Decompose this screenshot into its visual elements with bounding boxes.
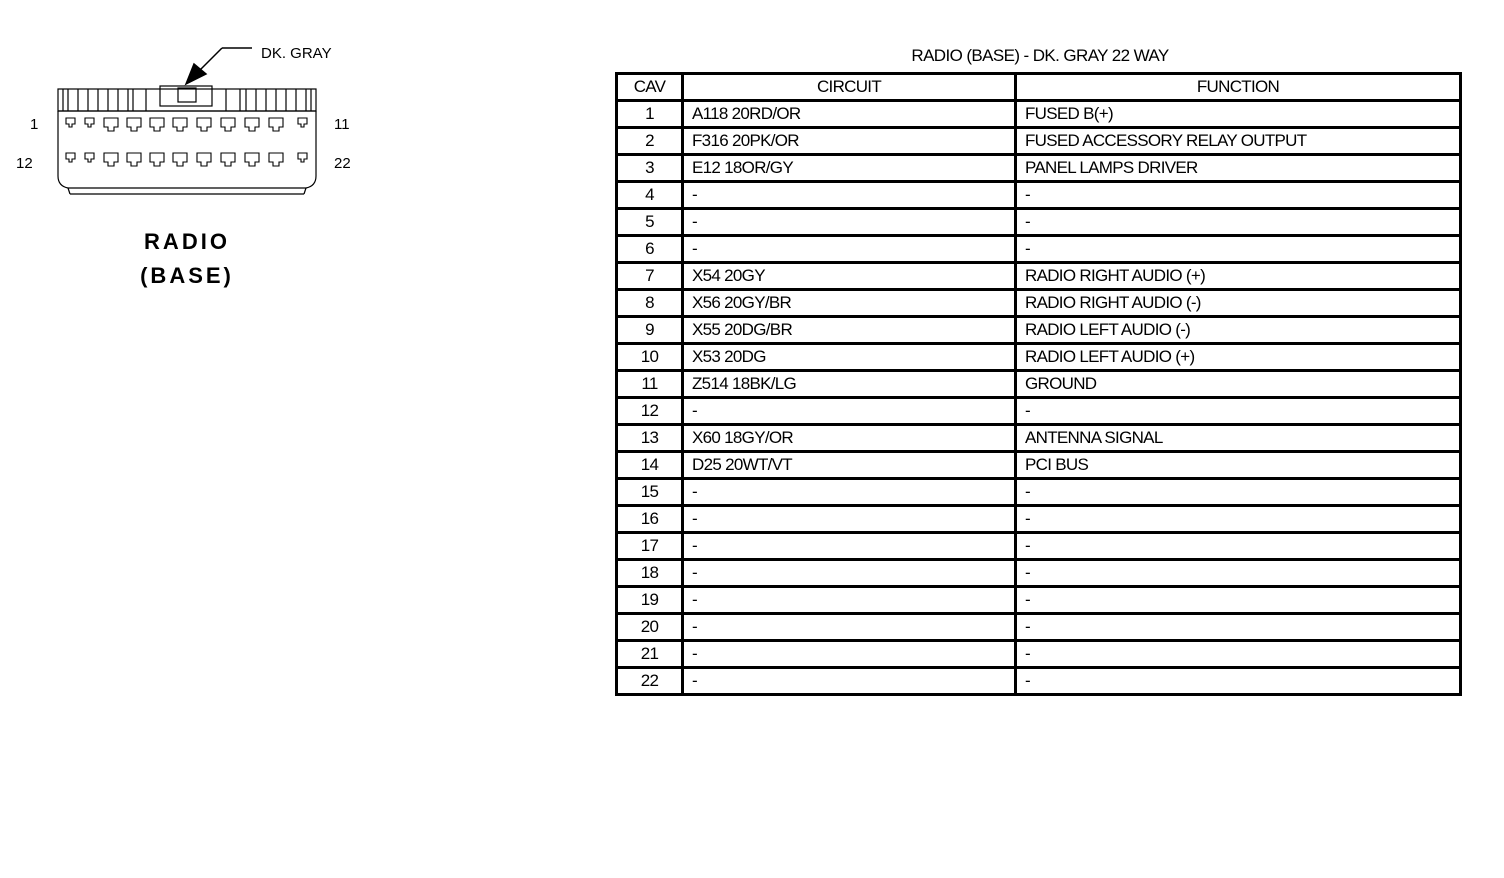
cell-circuit: - xyxy=(683,668,1016,695)
table-row xyxy=(617,614,1461,641)
cell-cav: 19 xyxy=(617,587,683,614)
table-row xyxy=(617,668,1461,695)
table-row xyxy=(617,182,1461,209)
cell-function: - xyxy=(1016,209,1461,236)
cell-circuit: - xyxy=(683,506,1016,533)
cell-cav: 17 xyxy=(617,533,683,560)
table-title: RADIO (BASE) - DK. GRAY 22 WAY xyxy=(911,46,1169,65)
table-row xyxy=(617,263,1461,290)
cell-cav: 21 xyxy=(617,641,683,668)
cell-cav: 8 xyxy=(617,290,683,317)
pinout-table xyxy=(615,72,1462,696)
cell-function: - xyxy=(1016,236,1461,263)
cell-function: GROUND xyxy=(1016,371,1461,398)
cell-circuit: - xyxy=(683,209,1016,236)
table-row xyxy=(617,236,1461,263)
cell-circuit: A118 20RD/OR xyxy=(683,101,1016,128)
cell-function: PCI BUS xyxy=(1016,452,1461,479)
cell-cav: 22 xyxy=(617,668,683,695)
cell-function: - xyxy=(1016,506,1461,533)
cell-cav: 2 xyxy=(617,128,683,155)
cell-function: - xyxy=(1016,587,1461,614)
cell-function: - xyxy=(1016,668,1461,695)
table-row xyxy=(617,560,1461,587)
cell-cav: 18 xyxy=(617,560,683,587)
color-callout-label: DK. GRAY xyxy=(261,45,332,62)
cell-circuit: F316 20PK/OR xyxy=(683,128,1016,155)
connector-title-line1: RADIO xyxy=(144,229,230,254)
table-row xyxy=(617,452,1461,479)
cavity-row-bottom xyxy=(66,153,307,166)
table-row xyxy=(617,128,1461,155)
table-row xyxy=(617,344,1461,371)
cell-circuit: - xyxy=(683,182,1016,209)
cell-function: FUSED B(+) xyxy=(1016,101,1461,128)
table-row xyxy=(617,587,1461,614)
cell-circuit: - xyxy=(683,236,1016,263)
cell-circuit: - xyxy=(683,641,1016,668)
cell-circuit: X53 20DG xyxy=(683,344,1016,371)
table-row xyxy=(617,533,1461,560)
cell-function: PANEL LAMPS DRIVER xyxy=(1016,155,1461,182)
table-row xyxy=(617,317,1461,344)
cell-cav: 10 xyxy=(617,344,683,371)
table-row xyxy=(617,290,1461,317)
cell-circuit: - xyxy=(683,560,1016,587)
cell-circuit: X56 20GY/BR xyxy=(683,290,1016,317)
connector-diagram xyxy=(0,0,440,300)
table-row xyxy=(617,101,1461,128)
pin-label-12: 12 xyxy=(16,155,33,172)
table-row xyxy=(617,641,1461,668)
header-function: FUNCTION xyxy=(1016,74,1461,101)
cell-cav: 9 xyxy=(617,317,683,344)
cell-cav: 15 xyxy=(617,479,683,506)
pin-label-22: 22 xyxy=(334,155,351,172)
table-row xyxy=(617,425,1461,452)
pin-label-1: 1 xyxy=(30,116,39,133)
table-row xyxy=(617,371,1461,398)
header-circuit: CIRCUIT xyxy=(683,74,1016,101)
header-cav: CAV xyxy=(617,74,683,101)
cell-cav: 16 xyxy=(617,506,683,533)
cell-cav: 3 xyxy=(617,155,683,182)
connector-body xyxy=(58,86,316,194)
table-header-row xyxy=(617,74,1461,101)
cell-function: ANTENNA SIGNAL xyxy=(1016,425,1461,452)
cell-cav: 14 xyxy=(617,452,683,479)
table-row xyxy=(617,479,1461,506)
cell-circuit: - xyxy=(683,533,1016,560)
cell-cav: 13 xyxy=(617,425,683,452)
cell-cav: 5 xyxy=(617,209,683,236)
cell-function: - xyxy=(1016,398,1461,425)
cell-cav: 7 xyxy=(617,263,683,290)
cell-cav: 12 xyxy=(617,398,683,425)
cell-circuit: - xyxy=(683,614,1016,641)
cell-circuit: - xyxy=(683,479,1016,506)
cell-function: RADIO LEFT AUDIO (+) xyxy=(1016,344,1461,371)
cell-circuit: X55 20DG/BR xyxy=(683,317,1016,344)
connector-title-line2: (BASE) xyxy=(140,263,234,288)
cell-function: - xyxy=(1016,614,1461,641)
cell-cav: 6 xyxy=(617,236,683,263)
cell-cav: 4 xyxy=(617,182,683,209)
cell-circuit: D25 20WT/VT xyxy=(683,452,1016,479)
cell-circuit: X60 18GY/OR xyxy=(683,425,1016,452)
cell-cav: 1 xyxy=(617,101,683,128)
cell-function: - xyxy=(1016,641,1461,668)
cell-function: - xyxy=(1016,560,1461,587)
cell-circuit: - xyxy=(683,398,1016,425)
table-row xyxy=(617,155,1461,182)
cell-cav: 11 xyxy=(617,371,683,398)
cell-function: - xyxy=(1016,182,1461,209)
callout-arrow xyxy=(186,48,252,84)
cell-function: FUSED ACCESSORY RELAY OUTPUT xyxy=(1016,128,1461,155)
cell-function: - xyxy=(1016,533,1461,560)
cell-circuit: E12 18OR/GY xyxy=(683,155,1016,182)
cell-function: - xyxy=(1016,479,1461,506)
cell-circuit: X54 20GY xyxy=(683,263,1016,290)
table-row xyxy=(617,506,1461,533)
cell-cav: 20 xyxy=(617,614,683,641)
cell-circuit: - xyxy=(683,587,1016,614)
cell-function: RADIO RIGHT AUDIO (-) xyxy=(1016,290,1461,317)
table-row xyxy=(617,209,1461,236)
cell-circuit: Z514 18BK/LG xyxy=(683,371,1016,398)
cell-function: RADIO RIGHT AUDIO (+) xyxy=(1016,263,1461,290)
cavity-row-top xyxy=(66,118,307,131)
cell-function: RADIO LEFT AUDIO (-) xyxy=(1016,317,1461,344)
pin-label-11: 11 xyxy=(334,116,350,133)
table-row xyxy=(617,398,1461,425)
